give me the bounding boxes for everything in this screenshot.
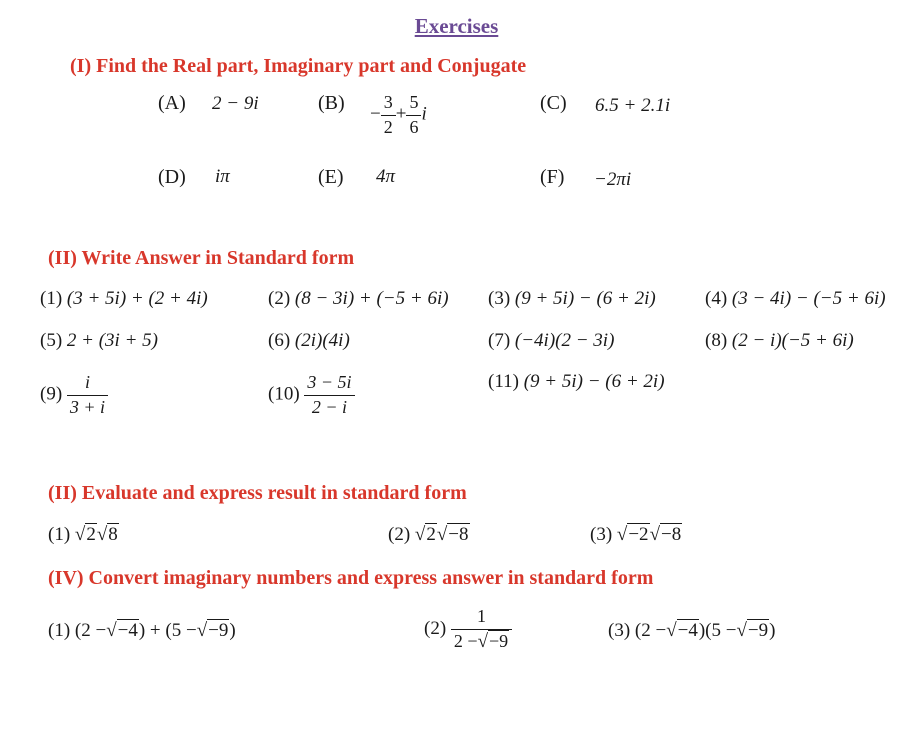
s3-sqrt-2a: √2 [414,524,436,545]
s1-expr-b [370,93,427,138]
s4-item-1: (1) (2 −√−4) + (5 −√−9) [48,620,236,641]
s1-label-b: (B) [318,92,345,114]
s2-expr-8: (2 − i)(−5 + 6i) [731,330,854,351]
section3-heading: (II) Evaluate and express result in standard form [48,482,467,504]
s2-label-10: (10) [268,383,300,405]
section4-heading: (IV) Convert imaginary numbers and express answer in standard form [48,567,654,589]
s3-item-1 [48,524,119,546]
s1-b-frac1-den: 2 [383,116,393,137]
s2-item-11 [488,371,665,393]
s4-frac-2-num: 1 [451,607,512,630]
s1-label-a: (A) [158,92,186,114]
s2-expr-11: (9 + 5i) − (6 + 2i) [523,371,665,392]
s2-expr-6: (2i)(4i) [294,330,350,351]
s4-label-3: (3) [608,620,631,641]
s2-label-3: (3) [488,288,511,309]
s3-item-3 [590,524,682,546]
s2-expr-1: (3 + 5i) + (2 + 4i) [66,288,208,309]
s2-label-8: (8) [705,330,728,351]
s2-label-9: (9) [40,383,63,405]
s4-item-3: (3) (2 −√−4)(5 −√−9) [608,620,776,641]
s2-item-4 [705,288,886,310]
s2-label-11: (11) [488,371,519,392]
s2-expr-5: 2 + (3i + 5) [66,330,158,351]
s1-expr-a: 2 − 9i [212,93,259,114]
s3-sqrt-1b: √8 [96,524,118,545]
s3-item-2 [388,524,470,546]
s2-frac-10 [304,373,354,418]
s4-item-2 [424,607,512,653]
s2-item-10 [268,373,355,418]
s1-b-op: + [395,103,407,125]
s1-label-d: (D) [158,166,186,188]
s2-item-7 [488,330,614,352]
s2-frac-10-den: 2 − i [311,396,348,417]
s1-expr-c: 6.5 + 2.1i [595,95,671,116]
section1-heading: (I) Find the Real part, Imaginary part and Conjugate [70,55,527,77]
s2-item-5 [40,330,158,352]
s1-b-frac1-num: 3 [381,93,396,116]
s4-sqrt-1a: √−4 [106,620,138,641]
s2-expr-3: (9 + 5i) − (6 + 2i) [514,288,656,309]
s3-sqrt-1a: √2 [74,524,96,545]
s2-expr-4: (3 − 4i) − (−5 + 6i) [731,288,886,309]
s4-label-2: (2) [424,618,447,640]
s1-expr-f: −2πi [594,169,632,190]
s2-label-1: (1) [40,288,63,309]
s2-frac-9 [67,373,108,418]
s1-b-frac2-den: 6 [409,116,419,137]
s2-item-9 [40,373,108,418]
s2-item-1 [40,288,208,310]
s2-label-7: (7) [488,330,511,351]
s2-label-6: (6) [268,330,291,351]
s1-expr-d: iπ [215,166,230,187]
s2-item-6 [268,330,350,352]
s1-b-frac2 [406,93,421,138]
s2-frac-9-den: 3 + i [69,396,106,417]
s1-b-frac2-num: 5 [406,93,421,116]
s3-label-1: (1) [48,524,71,545]
s4-frac-2-den: 2 −√−9 [453,630,509,652]
s1-expr-e: 4π [376,166,396,187]
s1-b-suffix: i [421,103,427,125]
s2-expr-2: (8 − 3i) + (−5 + 6i) [294,288,449,309]
s1-b-prefix: − [370,103,381,125]
s3-sqrt-2b: √−8 [436,524,469,545]
s1-label-f: (F) [540,166,565,188]
s3-sqrt-3a: √−2 [616,524,649,545]
s2-frac-10-num: 3 − 5i [304,373,354,396]
s2-item-3 [488,288,656,310]
s2-label-2: (2) [268,288,291,309]
s2-item-2 [268,288,449,310]
s2-item-8 [705,330,854,352]
s2-label-5: (5) [40,330,63,351]
s4-sqrt-3b: √−9 [736,620,769,641]
s1-b-frac1 [381,93,396,138]
s4-sqrt-3a: √−4 [666,620,698,641]
s1-label-c: (C) [540,92,567,114]
s4-frac-2 [451,607,512,653]
s2-label-4: (4) [705,288,728,309]
s3-label-3: (3) [590,524,613,545]
s3-sqrt-3b: √−8 [649,524,682,545]
s2-expr-7: (−4i)(2 − 3i) [514,330,615,351]
section2-heading: (II) Write Answer in Standard form [48,247,355,269]
s4-label-1: (1) [48,620,71,641]
page-title: Exercises [414,14,499,38]
s2-frac-9-num: i [67,373,108,396]
s4-sqrt-1b: √−9 [196,620,229,641]
s1-label-e: (E) [318,166,344,188]
s3-label-2: (2) [388,524,411,545]
